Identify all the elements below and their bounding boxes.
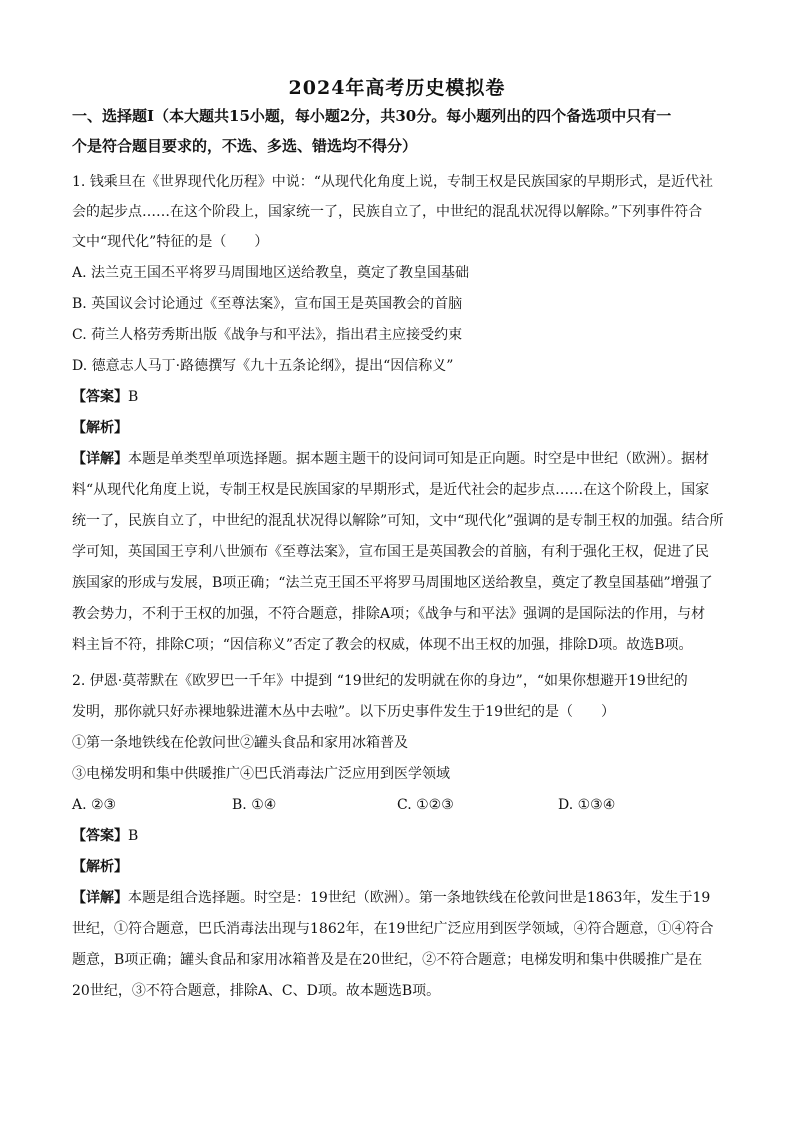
q1-detail-line-7: 料主旨不符，排除C项；“因信称义”否定了教会的权威，体现不出王权的加强，排除D项。故选B项。 [72, 637, 693, 653]
answer-value: B [128, 389, 139, 405]
q2-options-row [72, 795, 732, 815]
q1-stem-line-2: 会的起步点……在这个阶段上，国家统一了，民族自立了，中世纪的混乱状况得以解除。”下列事件符合 [72, 204, 703, 220]
q2-option-c: C. ①②③ [397, 797, 454, 813]
detail-text: 本题是单类型单项选择题。据本题主题干的设问词可知是正向题。时空是中世纪（欧洲）。据材 [128, 451, 709, 467]
q1-stem-line-3: 文中“现代化”特征的是（ ） [72, 234, 269, 250]
q1-answer [72, 387, 732, 407]
answer-value: B [128, 828, 139, 844]
detail-text: 本题是组合选择题。时空是：19世纪（欧洲）。第一条地铁线在伦敦问世是1863年，发生于19 [128, 890, 711, 906]
q1-detail-line-5: 族国家的形成与发展，B项正确；“法兰克王国丕平将罗马周围地区送给教皇，奠定了教皇国基础”增强了 [72, 575, 713, 591]
q2-answer [72, 826, 732, 846]
analysis-label: 【解析】 [72, 859, 128, 875]
answer-label: 【答案】 [72, 389, 128, 405]
q1-detail-line-4: 学可知，英国国王亨利八世颁布《至尊法案》，宣布国王是英国教会的首脑，有利于强化王权，促进了民 [72, 544, 709, 560]
q1-stem-line-1: 1. 钱乘旦在《世界现代化历程》中说：“从现代化角度上说，专制王权是民族国家的早期形式，是近代社 [72, 174, 713, 190]
q1-option-b: B. 英国议会讨论通过《至尊法案》，宣布国王是英国教会的首脑 [72, 296, 463, 312]
detail-label: 【详解】 [72, 451, 128, 467]
q2-detail-line-3: 题意，B项正确；罐头食品和家用冰箱普及是在20世纪，②不符合题意；电梯发明和集中供暖推广是在 [72, 952, 703, 968]
section-heading-line-1: 一、选择题Ⅰ（本大题共15小题，每小题2分，共30分。每小题列出的四个备选项中只有一 [72, 107, 672, 125]
q2-detail-line-4: 20世纪，③不符合题意，排除A、C、D项。故本题选B项。 [72, 983, 441, 999]
analysis-label: 【解析】 [72, 420, 128, 436]
q1-detail-line-3: 统一了，民族自立了，中世纪的混乱状况得以解除”可知，文中“现代化”强调的是专制王权的加强。结合所 [72, 513, 724, 529]
q2-analysis-label [72, 857, 732, 877]
answer-label: 【答案】 [72, 828, 128, 844]
q1-detail-line-2: 料“从现代化角度上说，专制王权是民族国家的早期形式，是近代社会的起步点……在这个阶段上，国家 [72, 482, 710, 498]
q1-option-c: C. 荷兰人格劳秀斯出版《战争与和平法》，指出君主应接受约束 [72, 327, 463, 343]
section-heading-line-2: 个是符合题目要求的，不选、多选、错选均不得分） [72, 137, 418, 155]
q1-option-d: D. 德意志人马丁·路德撰写《九十五条论纲》，提出“因信称义” [72, 358, 454, 374]
q2-stem-line-3: ①第一条地铁线在伦敦问世②罐头食品和家用冰箱普及 [72, 735, 408, 751]
q2-option-d: D. ①③④ [558, 797, 616, 813]
q2-stem-line-4: ③电梯发明和集中供暖推广④巴氏消毒法广泛应用到医学领域 [72, 766, 450, 782]
q2-option-a: A. ②③ [72, 797, 117, 813]
q1-option-a: A. 法兰克王国丕平将罗马周围地区送给教皇，奠定了教皇国基础 [72, 265, 470, 281]
q1-detail-line-1 [72, 449, 732, 469]
q2-detail-line-2: 世纪，①符合题意，巴氏消毒法出现与1862年，在19世纪广泛应用到医学领域，④符合题意，①④符合 [72, 921, 714, 937]
q2-stem-line-2: 发明，那你就只好赤裸地躲进灌木丛中去啦”。以下历史事件发生于19世纪的是（ ） [72, 704, 615, 720]
q1-detail-line-6: 教会势力，不利于王权的加强，不符合题意，排除A项；《战争与和平法》强调的是国际法的作用，与材 [72, 606, 706, 622]
page-title: 2024年高考历史模拟卷 [288, 77, 506, 99]
q2-stem-line-1: 2. 伊恩·莫蒂默在《欧罗巴一千年》中提到 “19世纪的发明就在你的身边”，“如果你想避开19世纪的 [72, 673, 688, 689]
q1-analysis-label [72, 418, 732, 438]
q2-detail-line-1 [72, 888, 732, 908]
detail-label: 【详解】 [72, 890, 128, 906]
q2-option-b: B. ①④ [232, 797, 277, 813]
